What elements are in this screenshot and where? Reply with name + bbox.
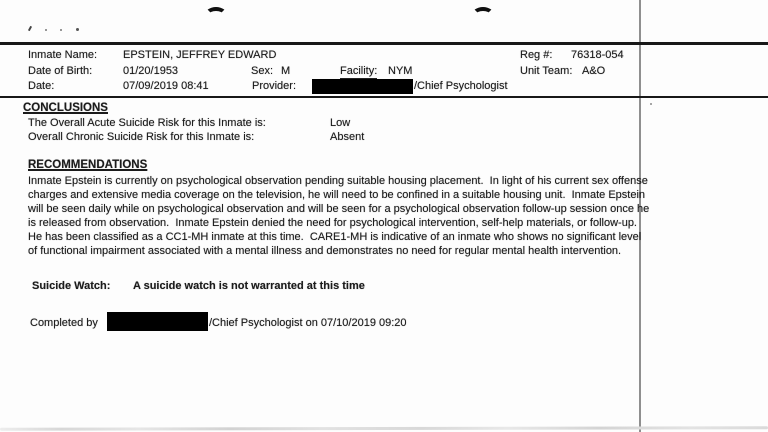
redaction-completed-by-name (107, 312, 208, 331)
recommendations-paragraph-line: He has been classified as a CC1-MH inmate at this time. CARE1-MH is indicative of an inmate who shows no significant level (28, 231, 642, 243)
recommendations-paragraph-line: Inmate Epstein is currently on psychological observation pending suitable housing placement. In light of his current sex offense (28, 175, 648, 187)
chronic-risk-value: Absent (330, 131, 365, 143)
recommendations-paragraph-line: of functional impairment associated with a mental illness and demonstrates no need for regular mental health intervention. (28, 245, 622, 257)
scan-speck (650, 103, 652, 105)
completed-by-label: Completed by (30, 317, 98, 329)
unit-team-value: A&O (582, 65, 606, 77)
date-label: Date: (28, 80, 55, 92)
reg-number-value: 76318-054 (571, 49, 624, 61)
provider-label: Provider: (252, 80, 297, 92)
acute-risk-label: The Overall Acute Suicide Risk for this Inmate is: (28, 117, 266, 129)
arc-mark-icon (472, 7, 494, 22)
redaction-provider-name (312, 79, 413, 94)
conclusions-heading: CONCLUSIONS (23, 102, 108, 114)
scan-tick-mark (28, 26, 32, 31)
recommendations-paragraph-line: is released from observation. Inmate Epstein denied the need for psychological intervention, self-help materials, or follow-up. (28, 217, 637, 229)
sex-value: M (281, 65, 291, 77)
reg-number-label: Reg #: (520, 49, 553, 61)
recommendations-paragraph-line: charges and extensive media coverage on the television, he will need to be confined in a suitable housing unit. Inmate Epstein (28, 189, 646, 201)
arc-mark-icon (205, 7, 227, 22)
unit-team-label: Unit Team: (520, 65, 573, 77)
suicide-watch-label: Suicide Watch: (32, 280, 111, 292)
dob-label: Date of Birth: (28, 65, 93, 77)
scan-edge-smudge (0, 426, 768, 431)
dob-value: 01/20/1953 (123, 65, 179, 77)
scan-speck (45, 29, 47, 31)
inmate-name-value: EPSTEIN, JEFFREY EDWARD (123, 49, 277, 61)
provider-title-suffix: /Chief Psychologist (414, 80, 508, 92)
recommendations-paragraph-line: will be seen daily while on psychological observation and will be seen for a psychological observation follow-up session once he (28, 203, 650, 215)
page-fold-line (639, 0, 641, 432)
date-value: 07/09/2019 08:41 (123, 80, 209, 92)
suicide-watch-value: A suicide watch is not warranted at this time (133, 280, 365, 292)
inmate-name-label: Inmate Name: (28, 49, 98, 61)
header-top-rule (0, 42, 768, 45)
header-bottom-rule (0, 96, 768, 98)
facility-value: NYM (388, 65, 413, 77)
completed-by-suffix: /Chief Psychologist on 07/10/2019 09:20 (209, 317, 407, 329)
scan-speck (76, 28, 79, 31)
acute-risk-value: Low (330, 117, 351, 129)
scan-speck (60, 29, 62, 31)
sex-label: Sex: (251, 65, 274, 77)
recommendations-heading: RECOMMENDATIONS (28, 159, 148, 171)
facility-label: Facility: (340, 65, 378, 77)
chronic-risk-label: Overall Chronic Suicide Risk for this Inmate is: (28, 131, 255, 143)
